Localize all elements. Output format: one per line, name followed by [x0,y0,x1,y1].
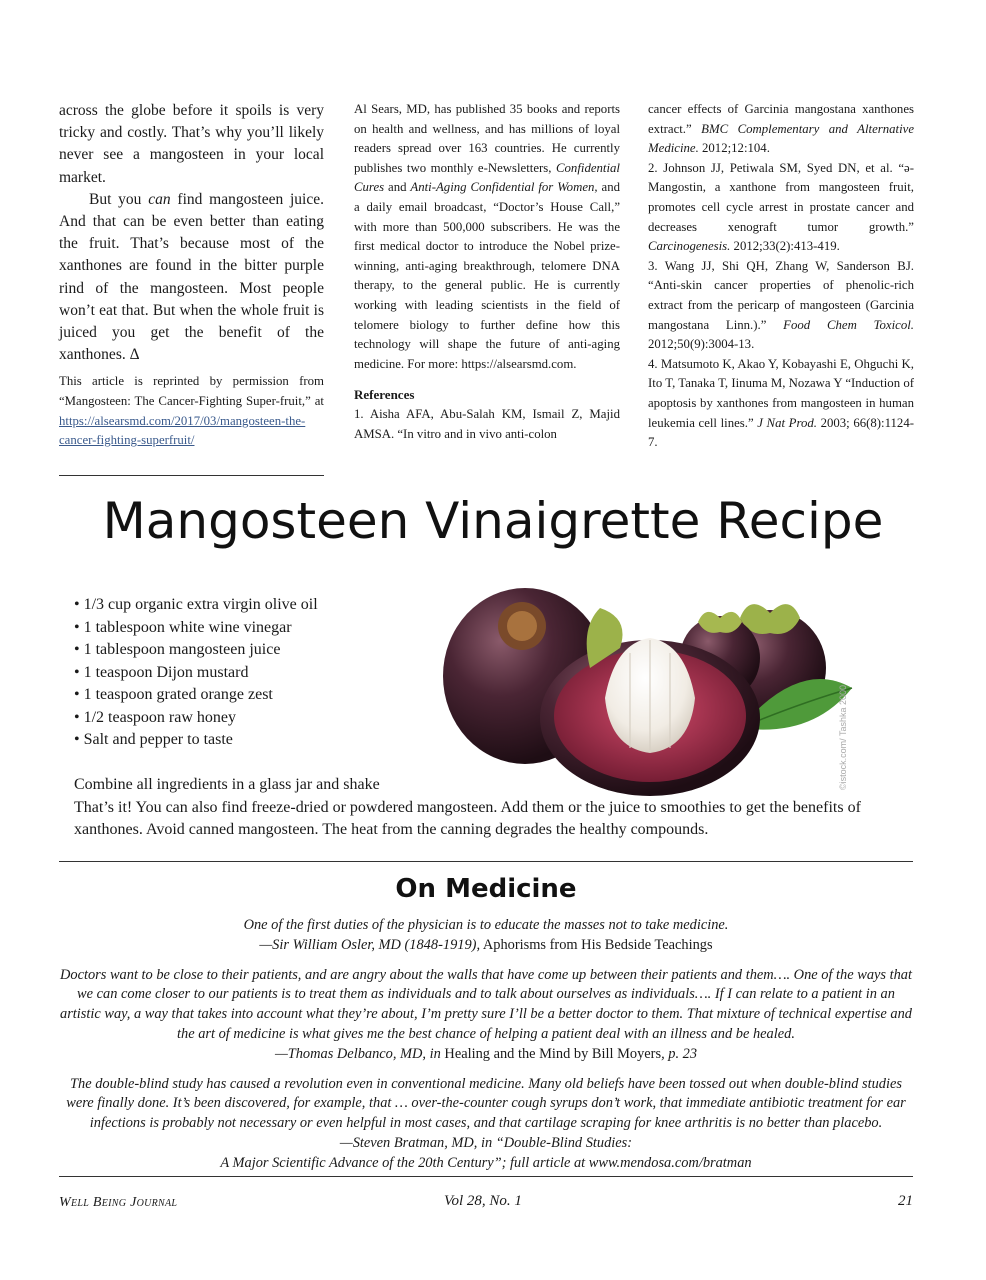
references-heading: References [354,387,415,403]
issue-number: Vol 28, No. 1 [444,1193,522,1209]
divider [59,1176,913,1177]
ingredient-item: • Salt and pepper to taste [74,729,318,752]
reference-item: 4. Matsumoto K, Akao Y, Kobayashi E, Ohguchi K, Ito T, Tanaka T, Iinuma M, Nozawa Y “Induction of apoptosis by xanthones from mangosteen in human leukemia cell lines.” J Nat Prod. 2003; 66(8):1124-7. [648,356,914,450]
quote-attribution: A Major Scientific Advance of the 20th Century”; full article at www.mendosa.com/bratman [220,1154,752,1171]
reprint-notice: This article is reprinted by permission from “Mangosteen: The Cancer-Fighting Super-fruit,” at https://alsearsmd.com/2017/03/mangosteen-the-cancer-fighting-superfruit/ [59,374,324,448]
ingredient-item: • 1/2 teaspoon raw honey [74,707,318,730]
quote-attribution: —Sir William Osler, MD (1848-1919), Aphorisms from His Bedside Teachings [259,936,713,953]
quote-block [59,916,913,956]
quote-text: Doctors want to be close to their patients, and are angry about the walls that have come up between their patients and them…. One of the ways that we can come closer to our patients is to treat them as individuals and to talk about ourselves as individuals…. If I can relate to a patient in an artistic way, a way that takes into account what they’re about, I’m pretty sure I’ll be a better doctor to them. That mixture of technical expertise and the art of medicine is what gives me the best chance of helping a patient deal with an illness and be healed. [59,966,912,1042]
mangosteen-photo [440,568,860,798]
section-title: On Medicine [395,874,577,904]
article-paragraph: But you can find mangosteen juice. And that can be even better than eating the fruit. That’s because most of the xanthones are found in the bitter purple rind of the mangosteen. Most people won’t eat that. But when the whole fruit is juiced you get the benefit of the xanthones. Δ [59,190,324,364]
article-source-link[interactable]: https://alsearsmd.com/2017/03/mangosteen-the-cancer-fighting-superfruit/ [59,413,306,448]
reference-item: 3. Wang JJ, Shi QH, Zhang W, Sanderson BJ. “Anti-skin cancer properties of phenolic-rich extract from the pericarp of mangosteen (Garcinia mangostana Linn.).” Food Chem Toxicol. 2012;50(9):3004-13. [648,258,914,352]
quote-list [59,916,913,1184]
reference-item: 2. Johnson JJ, Petiwala SM, Syed DN, et al. “ә-Mangostin, a xanthone from mangosteen fruit, promotes cell cycle arrest in prostate cancer and decreases xenograft tumor growth.” Carcinogenesis. 2012;33(2):413-419. [648,160,914,254]
quote-attribution: —Thomas Delbanco, MD, in Healing and the Mind by Bill Moyers, p. 23 [274,1045,698,1062]
quote-text: The double-blind study has caused a revolution even in conventional medicine. Many old beliefs have been tossed out when double-blind studies were finally done. It’s been discovered, for example, that … over-the-counter cough syrups don’t work, that immediate antibiotic treatment for ear infections is probably not necessary or even helpful in most cases, and that cartilage scraping for knee arthritis is no better than placebo. [66,1075,906,1132]
article-paragraph: across the globe before it spoils is very tricky and costly. That’s why you’ll likely never see a mangosteen in your local market. [59,102,324,186]
ingredient-list [74,594,318,752]
article-column-1 [59,100,324,451]
article-column-3 [648,100,914,453]
instruction-line: That’s it! You can also find freeze-dried or powdered mangosteen. Add them or the juice to smoothies to get the benefits of xanthones. Avoid canned mangosteen. The heat from the canning degrades the healthy compounds. [74,798,861,838]
instruction-line: Combine all ingredients in a glass jar and shake [74,776,380,793]
ingredient-item: • 1 tablespoon white wine vinegar [74,617,318,640]
photo-credit: ©istock.com/ Tashka 2000 [838,684,848,790]
reference-item: 1. Aisha AFA, Abu-Salah KM, Ismail Z, Majid AMSA. “In vitro and in vivo anti-colon [354,406,620,441]
ingredient-item: • 1 teaspoon Dijon mustard [74,662,318,685]
author-bio: Al Sears, MD, has published 35 books and reports on health and wellness, and has millions of loyal readers spread over 163 countries. He currently publishes two monthly e-Newsletters, Confidential Cures and Anti-Aging Confidential for Women, and a daily email broadcast, “Doctor’s House Call,” with more than 500,000 subscribers. He was the first medical doctor to introduce the Nobel prize-winning, anti-aging breakthrough, telomere DNA therapy, to the general public. He is currently working with leading scientists in the field of telomere biology to further define how this technology will shape the future of anti-aging medicine. For more: https://alsearsmd.com. [354,102,620,371]
quote-text: One of the first duties of the physician is to educate the masses not to take medicine. [243,917,729,933]
reference-item: cancer effects of Garcinia mangostana xanthones extract.” BMC Complementary and Alternative Medicine. 2012;12:104. [648,102,914,156]
quote-attribution: —Steven Bratman, MD, in “Double-Blind Studies: [339,1134,633,1151]
article-column-2 [354,100,620,444]
journal-name: Well Being Journal [59,1195,178,1210]
recipe-instructions [74,774,874,842]
ingredient-item: • 1 teaspoon grated orange zest [74,684,318,707]
divider [59,861,913,862]
divider [59,475,324,476]
quote-block [59,966,913,1065]
recipe-title: Mangosteen Vinaigrette Recipe [102,492,884,550]
ingredient-item: • 1 tablespoon mangosteen juice [74,639,318,662]
page-number: 21 [898,1193,913,1209]
quote-block [59,1075,913,1174]
ingredient-item: • 1/3 cup organic extra virgin olive oil [74,594,318,617]
